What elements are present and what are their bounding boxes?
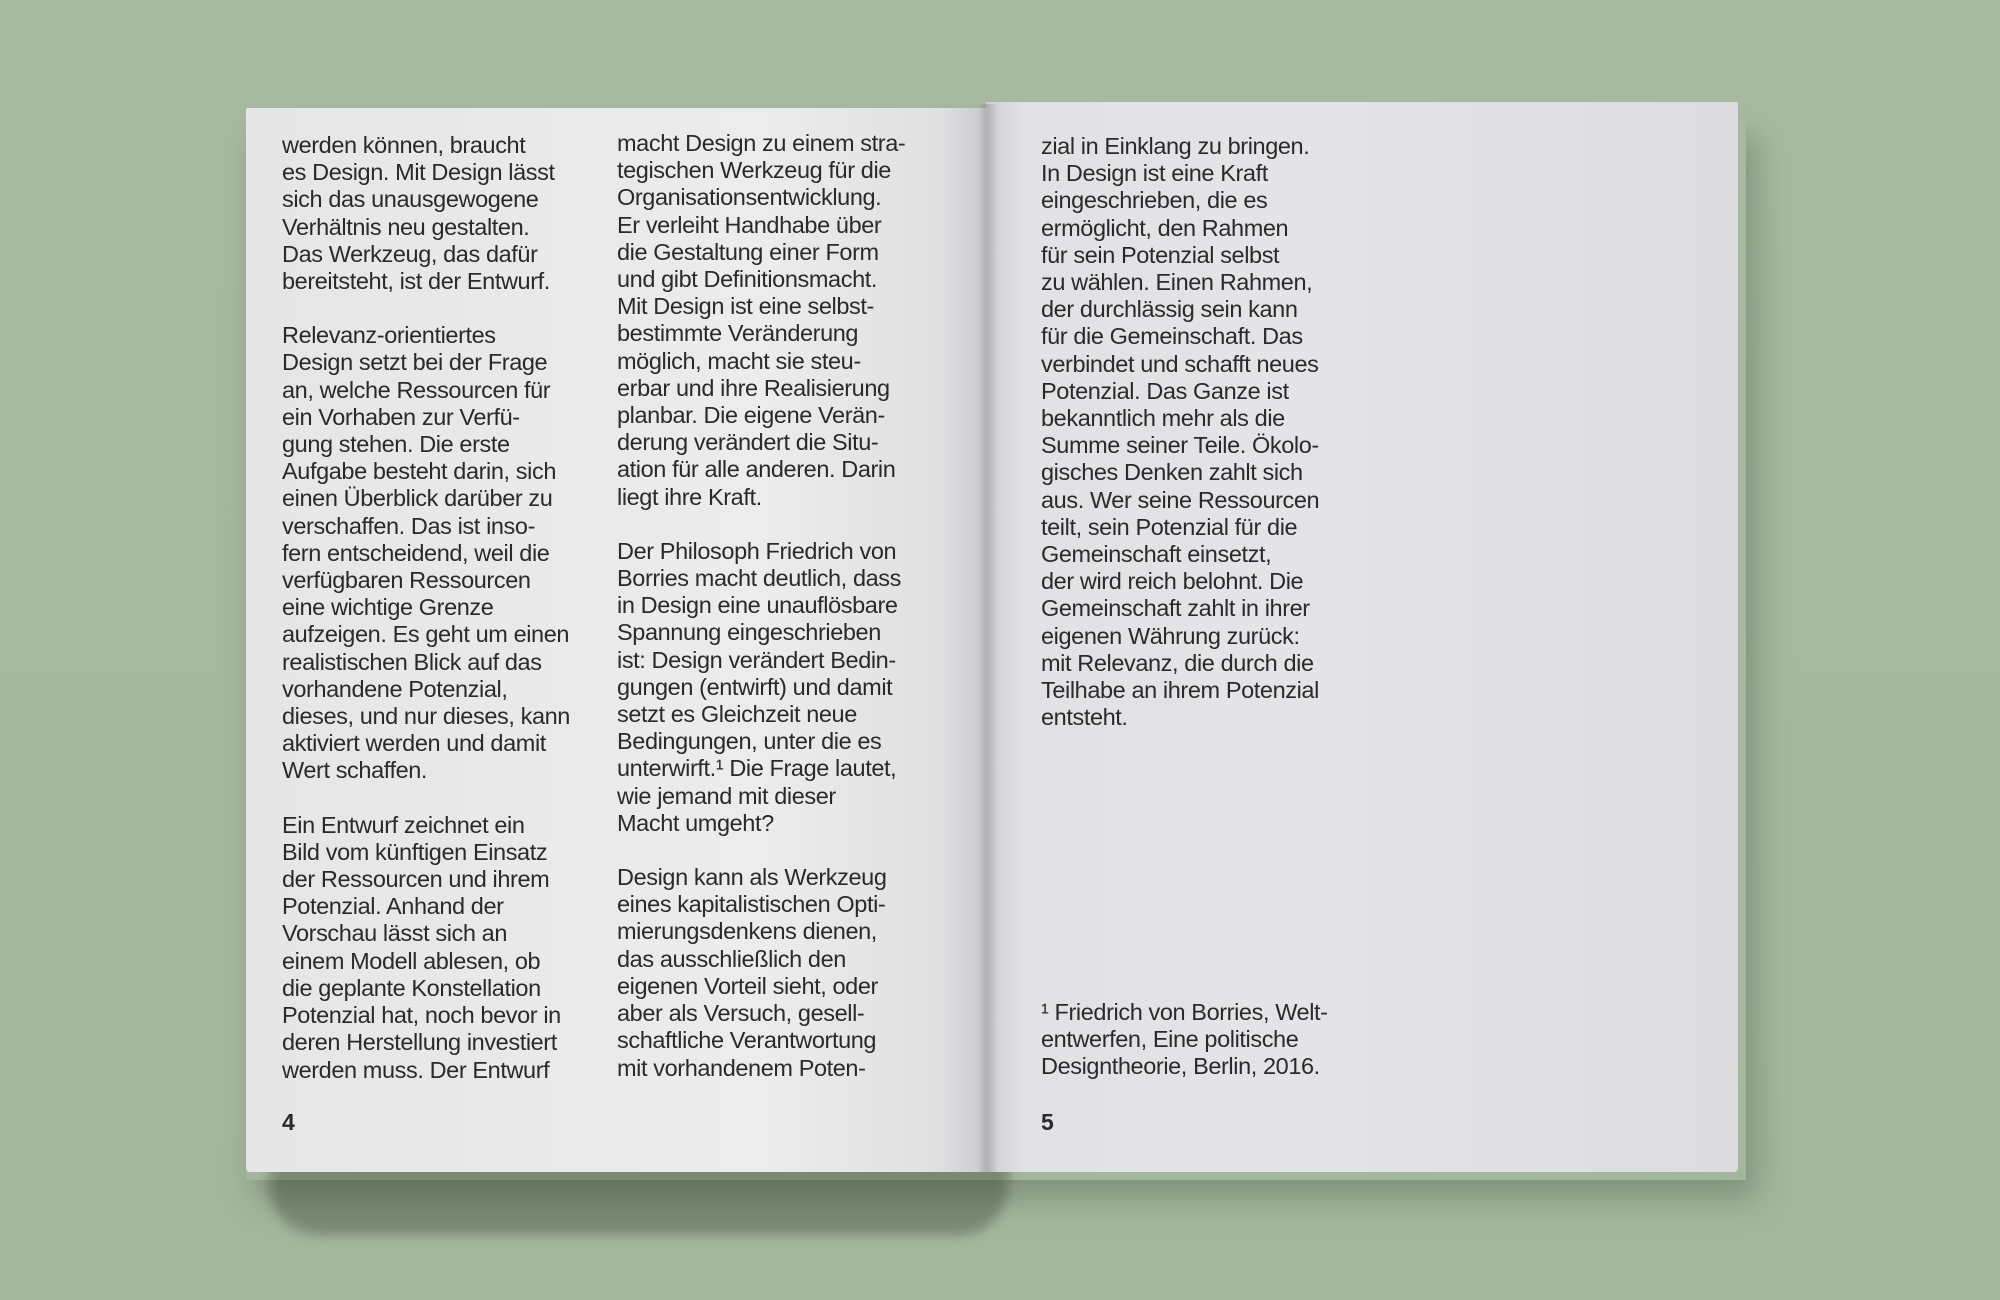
book-gutter <box>978 104 998 1172</box>
paragraph: macht Design zu einem stra- tegischen Werkzeug für die Organisationsentwicklung. Er verleiht Handhabe über die Gestaltung einer Form und gibt Definitionsmacht. Mit Design ist eine selbst- bestimmte Veränderung möglich, macht sie steu- erbar und ihre Realisierung planbar. Die eigene Verän- derung verändert die Situ- ation für alle anderen. Darin liegt ihre Kraft. <box>617 130 906 510</box>
right-page-column-1 <box>1041 133 1371 758</box>
left-page-column-1 <box>282 132 602 1111</box>
paragraph: zial in Einklang zu bringen. In Design ist eine Kraft eingeschrieben, die es ermöglicht, den Rahmen für sein Potenzial selbst zu wählen. Einen Rahmen, der durchlässig sein kann für die Gemeinschaft. Das verbindet und schafft neues Potenzial. Das Ganze ist bekanntlich mehr als die Summe seiner Teile. Ökolo- gisches Denken zahlt sich aus. Wer seine Ressourcen teilt, sein Potenzial für die Gemeinschaft einsetzt, der wird reich belohnt. Die Gemeinschaft zahlt in ihrer eigenen Währung zurück: mit Relevanz, die durch die Teilhabe an ihrem Potenzial entsteht. <box>1041 133 1320 731</box>
paragraph: Der Philosoph Friedrich von Borries macht deutlich, dass in Design eine unauflösbare Spannung eingeschrieben ist: Design verändert Bedin- gungen (entwirft) und damit setzt es Gleichzeit neue Bedingungen, unter die es unterwirft.¹ Die Frage lautet, wie jemand mit dieser Macht umgeht? <box>617 537 901 836</box>
paragraph: Design kann als Werkzeug eines kapitalistischen Opti- mierungsdenkens dienen, das ausschließlich den eigenen Vorteil sieht, oder aber als Versuch, gesell- schaftliche Verantwortung mit vorhandenem Poten- <box>617 864 887 1081</box>
footnote: ¹ Friedrich von Borries, Welt- entwerfen, Eine politische Designtheorie, Berlin, 2016. <box>1041 999 1328 1080</box>
page-number-left: 4 <box>282 1109 295 1135</box>
left-page-column-2 <box>617 130 937 1109</box>
paragraph: werden können, braucht es Design. Mit Design lässt sich das unausgewogene Verhältnis neu gestalten. Das Werkzeug, das dafür bereitsteht, ist der Entwurf. <box>282 132 555 295</box>
paragraph: Relevanz-orientiertes Design setzt bei der Frage an, welche Ressourcen für ein Vorhaben zur Verfü- gung stehen. Die erste Aufgabe besteht darin, sich einen Überblick darüber zu verschaffen. Das ist inso- fern entscheidend, weil die verfügbaren Ressourcen eine wichtige Grenze aufzeigen. Es geht um einen realistischen Blick auf das vorhandene Potenzial, dieses, und nur dieses, kann aktiviert werden und damit Wert schaffen. <box>282 322 570 784</box>
page-number-right: 5 <box>1041 1109 1054 1135</box>
paragraph: Ein Entwurf zeichnet ein Bild vom künftigen Einsatz der Ressourcen und ihrem Potenzial. Anhand der Vorschau lässt sich an einem Modell ablesen, ob die geplante Konstellation Potenzial hat, noch bevor in deren Herstellung investiert werden muss. Der Entwurf <box>282 811 561 1083</box>
